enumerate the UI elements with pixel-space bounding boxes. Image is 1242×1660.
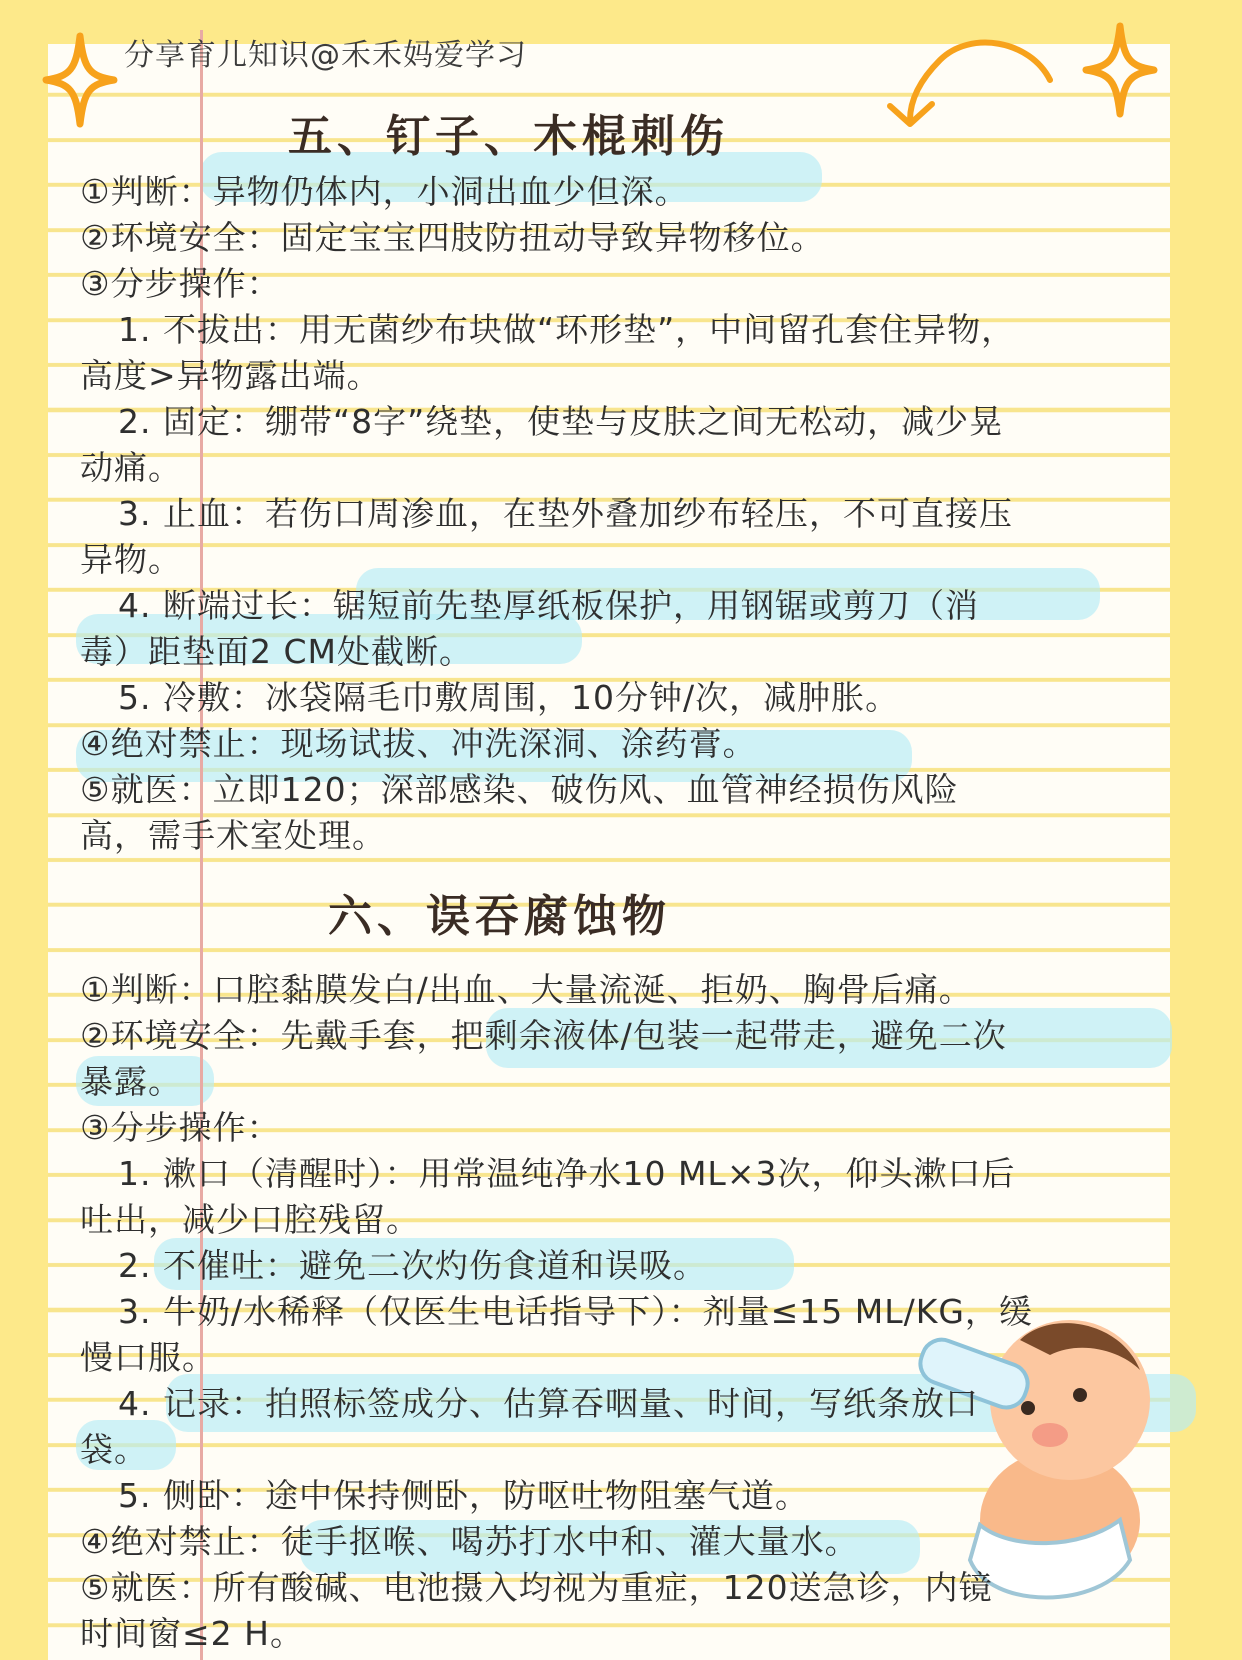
text-line: 3. 牛奶/水稀释（仅医生电话指导下）：剂量≤15 ML/KG，缓 bbox=[118, 1292, 1033, 1331]
text-line: 4. 断端过长：锯短前先垫厚纸板保护，用钢锯或剪刀（消 bbox=[118, 586, 979, 625]
text-line: ③分步操作： bbox=[80, 264, 281, 303]
text-line: 高，需手术室处理。 bbox=[80, 816, 386, 855]
sparkle-star-icon bbox=[40, 30, 120, 130]
text-line: 1. 不拔出：用无菌纱布块做“环形垫”，中间留孔套住异物， bbox=[118, 310, 1016, 349]
text-line: 5. 冷敷：冰袋隔毛巾敷周围，10分钟/次，减肿胀。 bbox=[118, 678, 900, 717]
text-line: ①判断：口腔黏膜发白/出血、大量流涎、拒奶、胸骨后痛。 bbox=[80, 970, 973, 1009]
text-line: 慢口服。 bbox=[80, 1338, 216, 1377]
text-line: 2. 不催吐：避免二次灼伤食道和误吸。 bbox=[118, 1246, 707, 1285]
text-line: 高度>异物露出端。 bbox=[80, 356, 381, 395]
curved-arrow-icon bbox=[880, 20, 1060, 140]
text-line: ②环境安全：固定宝宝四肢防扭动导致异物移位。 bbox=[80, 218, 825, 257]
text-line: 3. 止血：若伤口周渗血，在垫外叠加纱布轻压，不可直接压 bbox=[118, 494, 1013, 533]
text-line: ①判断：异物仍体内，小洞出血少但深。 bbox=[80, 172, 689, 211]
text-line: 袋。 bbox=[80, 1430, 148, 1469]
text-line: 毒）距垫面2 CM处截断。 bbox=[80, 632, 473, 671]
text-line: 5. 侧卧：途中保持侧卧，防呕吐物阻塞气道。 bbox=[118, 1476, 809, 1515]
text-line: 4. 记录：拍照标签成分、估算吞咽量、时间，写纸条放口 bbox=[118, 1384, 979, 1423]
text-line: 时间窗≤2 H。 bbox=[80, 1614, 304, 1653]
text-line: 异物。 bbox=[80, 540, 182, 579]
section-title: 五、钉子、木棍刺伤 bbox=[288, 111, 729, 162]
text-line: 吐出，减少口腔残留。 bbox=[80, 1200, 420, 1239]
text-line: ⑤就医：立即120；深部感染、破伤风、血管神经损伤风险 bbox=[80, 770, 959, 809]
text-line: 2. 固定：绷带“8字”绕垫，使垫与皮肤之间无松动，减少晃 bbox=[118, 402, 1004, 441]
section-title: 六、误吞腐蚀物 bbox=[328, 891, 671, 942]
watermark: 分享育儿知识@禾禾妈爱学习 bbox=[124, 38, 527, 73]
text-line: 暴露。 bbox=[80, 1062, 182, 1101]
text-line: ④绝对禁止：现场试拔、冲洗深洞、涂药膏。 bbox=[80, 724, 757, 763]
text-line: ⑤就医：所有酸碱、电池摄入均视为重症，120送急诊，内镜 bbox=[80, 1568, 993, 1607]
text-line: ③分步操作： bbox=[80, 1108, 281, 1147]
sparkle-star-icon bbox=[1080, 20, 1160, 120]
text-line: 动痛。 bbox=[80, 448, 182, 487]
text-line: ④绝对禁止：徒手抠喉、喝苏打水中和、灌大量水。 bbox=[80, 1522, 859, 1561]
text-line: 1. 漱口（清醒时）：用常温纯净水10 ML×3次，仰头漱口后 bbox=[118, 1154, 1016, 1193]
text-line: ②环境安全：先戴手套，把剩余液体/包装一起带走，避免二次 bbox=[80, 1016, 1007, 1055]
